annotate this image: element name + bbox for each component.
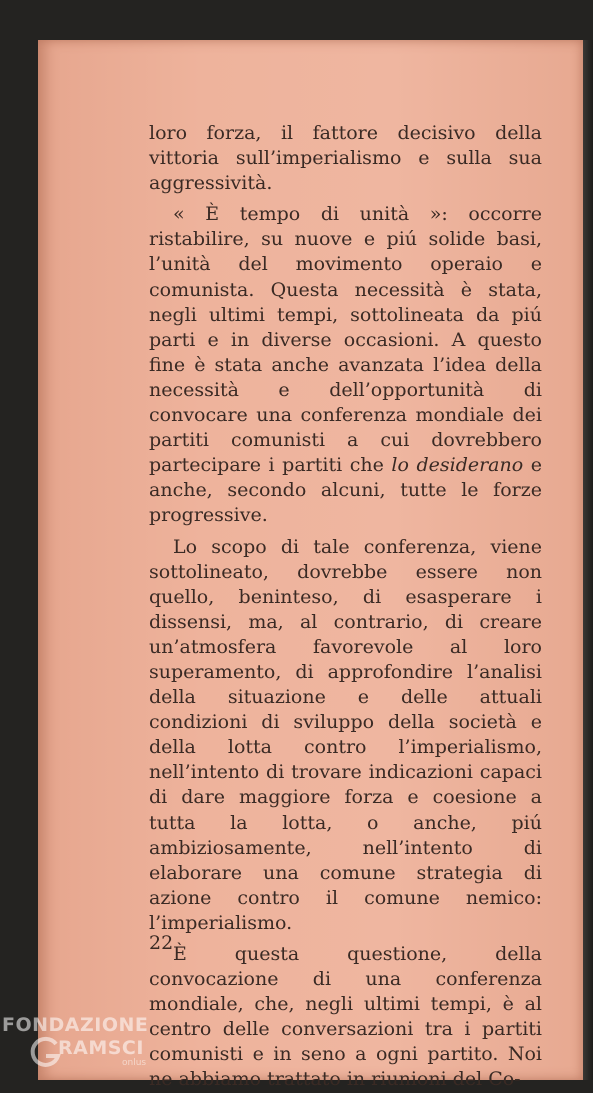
page-edge [583, 40, 593, 1080]
watermark-sub: onlus [122, 1058, 147, 1068]
watermark-line1: FONDAZIONE [2, 1014, 149, 1036]
paragraph-2-text-after: e anche, secondo alcuni, tutte le forze progressive. [149, 454, 542, 527]
paragraph-2 [149, 202, 542, 528]
paragraph-2-text-before: « È tempo di unità »: occorre ristabilire, su nuove e piú solide basi, l’unità del movimento operaio e comunista. Questa necessità è stata, negli ultimi tempi, sottolineata da piú parti e in diverse occasioni. A questo fine è stata anche avanzata l’idea della necessità e dell’opportunità di convocare una conferenza mondiale dei partiti comunisti a cui dovrebbero partecipare i partiti che [149, 203, 542, 477]
paragraph-2-italic: lo desiderano [391, 454, 524, 477]
page-number: 22 [149, 932, 174, 954]
fondazione-gramsci-watermark [2, 1014, 162, 1074]
paragraph-3: Lo scopo di tale conferenza, viene sottolineato, dovrebbe essere non quello, beninteso, di esasperare i dissensi, ma, al contrario, di creare un’atmosfera favorevole al loro superamento, di approfondire l’analisi della situazione e delle attuali condizioni di sviluppo della società e della lotta contro l’imperialismo, nell’intento di trovare indicazioni capaci di dare maggiore forza e coesione a tutta la lotta, o anche, piú ambiziosamente, nell’intento di elaborare una comune strategia di azione contro il comune nemico: l’imperialismo. [149, 535, 542, 934]
paragraph-1: loro forza, il fattore decisivo della vittoria sull’imperialismo e sulla sua aggressività. [149, 122, 542, 195]
watermark-line2: RAMSCI [58, 1037, 144, 1059]
gramsci-g-logo-icon [28, 1036, 62, 1070]
body-text [149, 121, 542, 1093]
paragraph-4: È questa questione, della convocazione di una conferenza mondiale, che, negli ultimi tempi, è al centro delle conversazioni tra i partiti comunisti e in seno a ogni partito. Noi ne abbiamo trattato in riunioni del Co- [149, 943, 542, 1091]
